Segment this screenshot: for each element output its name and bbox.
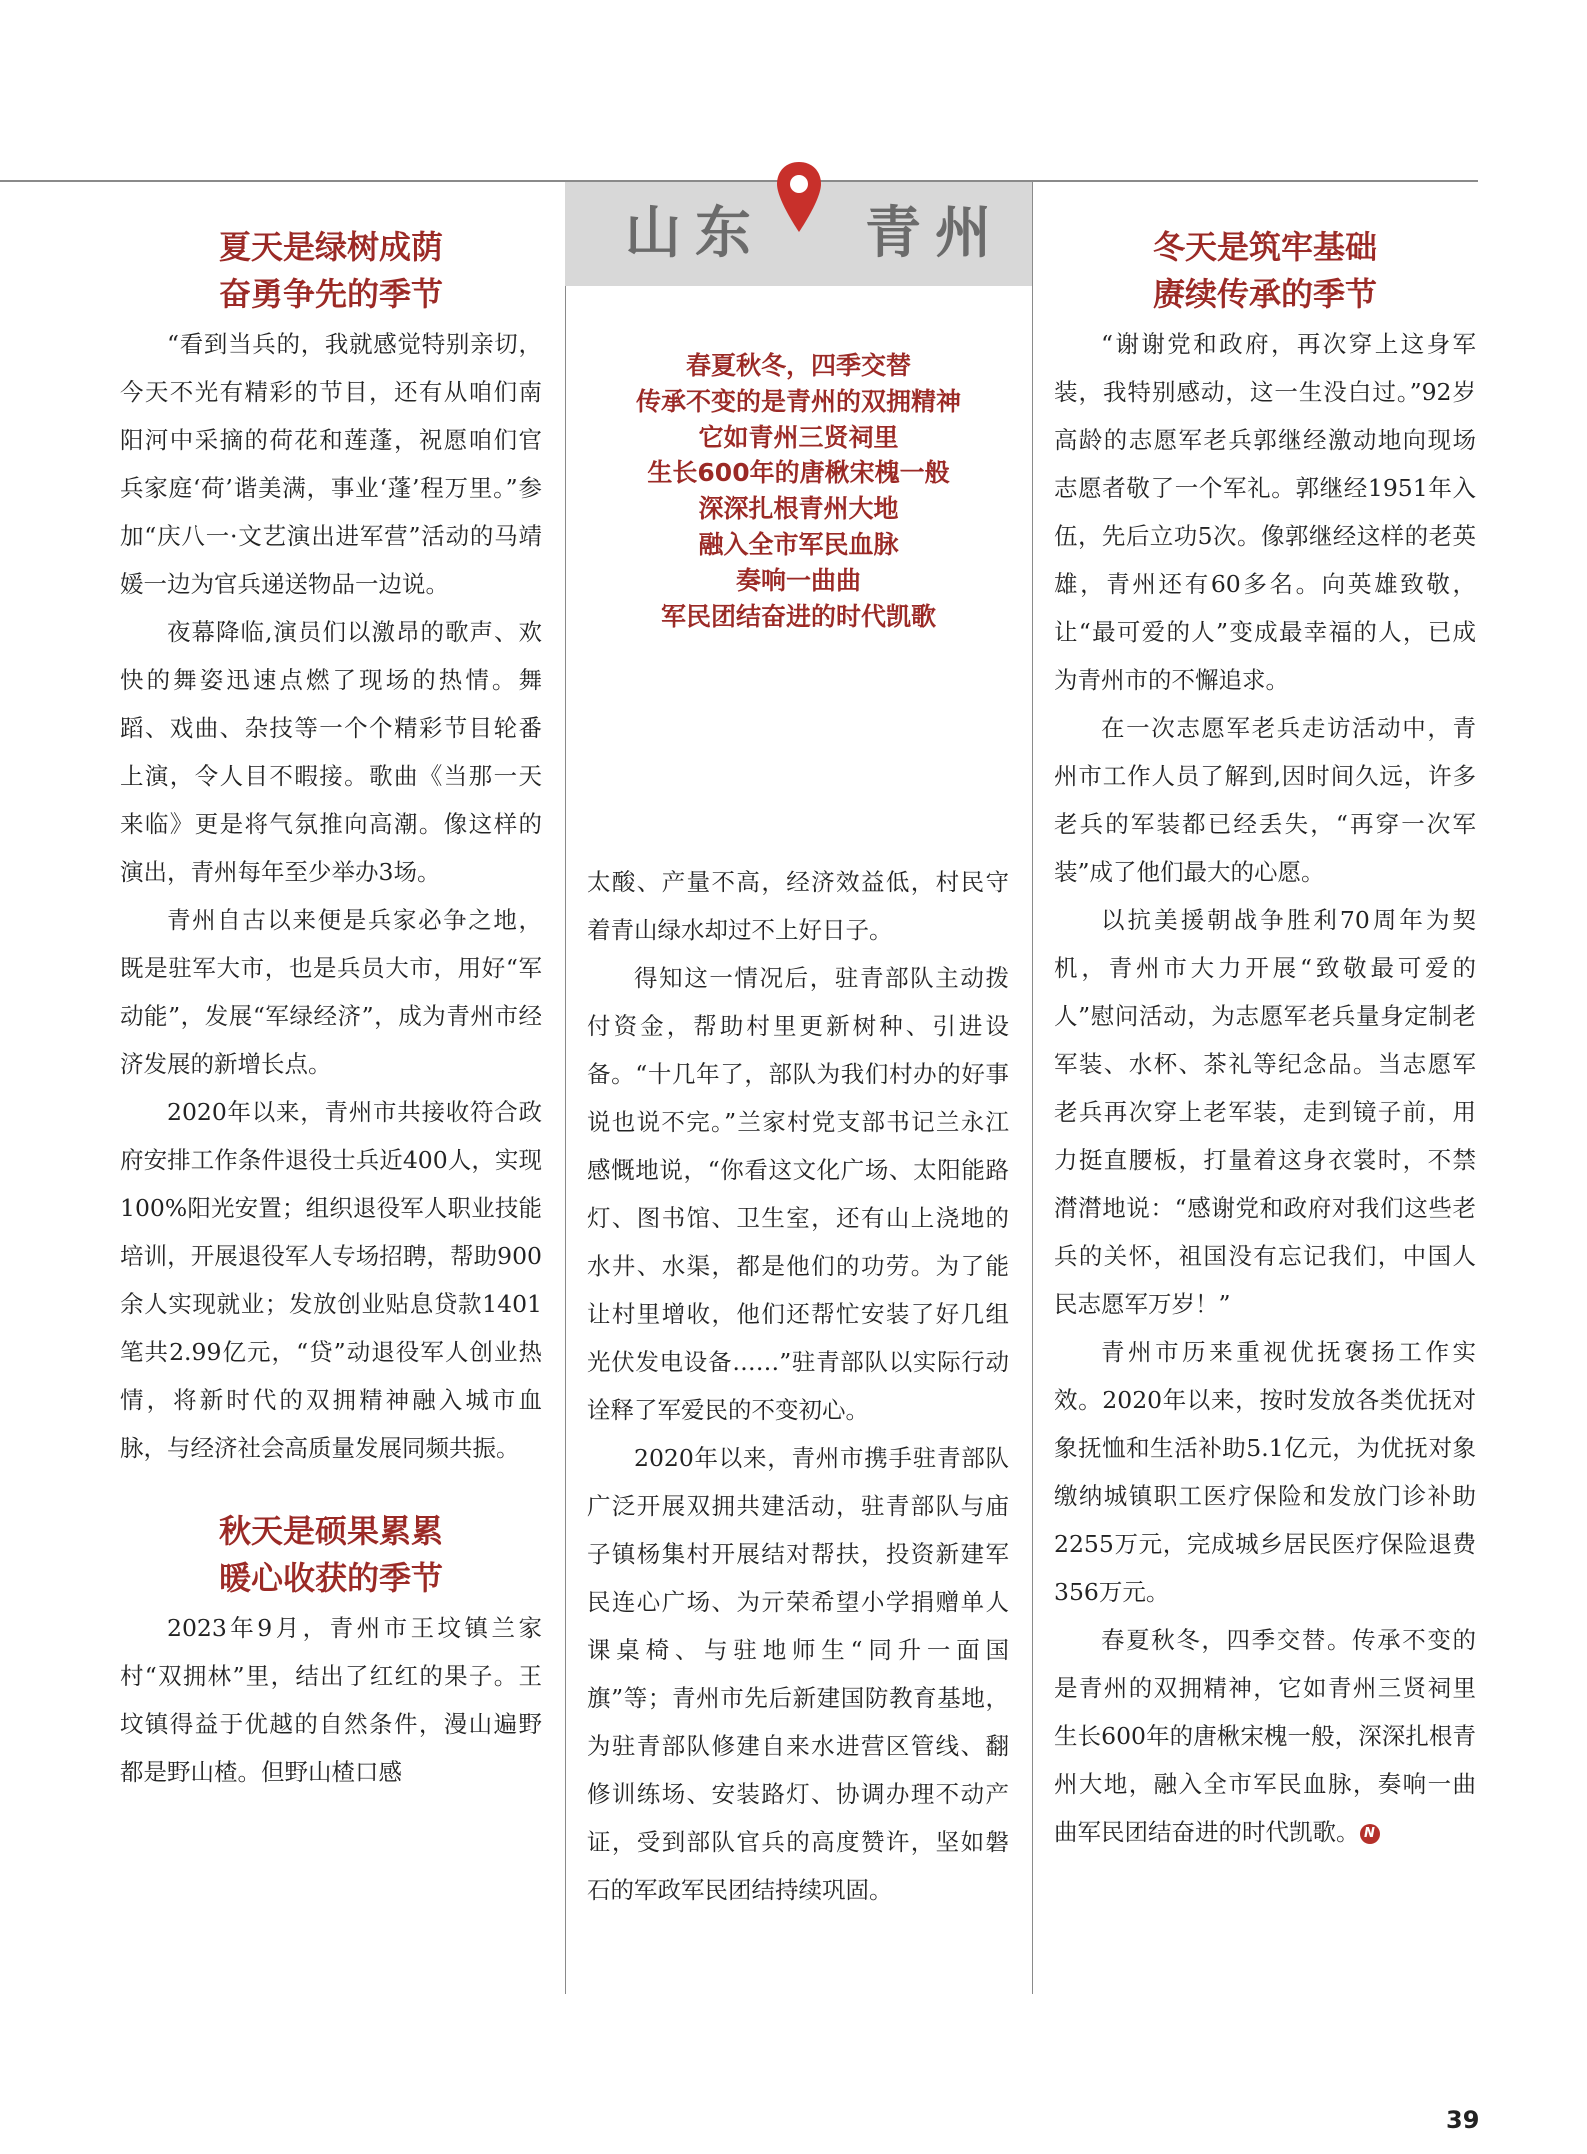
summer-paragraph: 2020年以来，青州市共接收符合政府安排工作条件退役士兵近400人，实现100%阳光安置；组织退役军人职业技能培训，开展退役军人专场招聘，帮助900余人实现就业；发放创业贴息贷款1401笔共2.99亿元，“贷”动退役军人创业热情，将新时代的双拥精神融入城市血脉，与经济社会高质量发展同频共振。 [120, 1098, 542, 1462]
column-divider-right [1032, 182, 1033, 1994]
intro-line: 传承不变的是青州的双拥精神 [635, 386, 961, 416]
winter-final-text: 春夏秋冬，四季交替。传承不变的是青州的双拥精神，它如青州三贤祠里生长600年的唐楸宋槐一般，深深扎根青州大地，融入全市军民血脉，奏响一曲曲军民团结奋进的时代凯歌。 [1054, 1626, 1476, 1846]
summer-paragraph: “看到当兵的，我就感觉特别亲切，今天不光有精彩的节目，还有从咱们南阳河中采摘的荷花和莲蓬，祝愿咱们官兵家庭‘荷’谐美满，事业‘蓬’程万里。”参加“庆八一·文艺演出进军营”活动的马靖媛一边为官兵递送物品一边说。 [120, 330, 542, 598]
intro-line: 奏响一曲曲 [735, 565, 861, 595]
intro-line: 军民团结奋进的时代凯歌 [660, 601, 936, 631]
end-mark-icon: N [1360, 1824, 1380, 1844]
autumn-heading-line2: 暖心收获的季节 [218, 1559, 443, 1597]
winter-paragraph: “谢谢党和政府，再次穿上这身军装，我特别感动，这一生没白过。”92岁高龄的志愿军老兵郭继经激动地向现场志愿者敬了一个军礼。郭继经1951年入伍，先后立功5次。像郭继经这样的老英雄，青州还有60多名。向英雄致敬，让“最可爱的人”变成最幸福的人，已成为青州市的不懈追求。 [1054, 330, 1476, 694]
middle-paragraph: 2020年以来，青州市携手驻青部队广泛开展双拥共建活动，驻青部队与庙子镇杨集村开展结对帮扶，投资新建军民连心广场、为亓荣希望小学捐赠单人课桌椅、与驻地师生“同升一面国旗”等；青州市先后新建国防教育基地，为驻青部队修建自来水进营区管线、翻修训练场、安装路灯、协调办理不动产证，受到部队官兵的高度赞许，坚如磐石的军政军民团结持续巩固。 [587, 1444, 1009, 1904]
middle-paragraph: 得知这一情况后，驻青部队主动拨付资金，帮助村里更新树种、引进设备。“十几年了，部队为我们村办的好事说也说不完。”兰家村党支部书记兰永江感慨地说，“你看这文化广场、太阳能路灯、图书馆、卫生室，还有山上浇地的水井、水渠，都是他们的功劳。为了能让村里增收，他们还帮忙安装了好几组光伏发电设备……”驻青部队以实际行动诠释了军爱民的不变初心。 [587, 964, 1009, 1424]
autumn-paragraph: 2023年9月，青州市王坟镇兰家村“双拥林”里，结出了红红的果子。王坟镇得益于优越的自然条件，漫山遍野都是野山楂。但野山楂口感 [120, 1614, 542, 1786]
winter-heading-line2: 赓续传承的季节 [1152, 275, 1377, 313]
winter-heading-line1: 冬天是筑牢基础 [1152, 228, 1377, 266]
intro-line: 深深扎根青州大地 [698, 494, 899, 524]
winter-paragraph-final [1054, 1616, 1476, 1856]
page-number: 39 [1446, 2106, 1480, 2134]
intro-summary [565, 348, 1032, 634]
winter-paragraph: 青州市历来重视优抚褒扬工作实效。2020年以来，按时发放各类优抚对象抚恤和生活补助5.1亿元，为优抚对象缴纳城镇职工医疗保险和发放门诊补助2255万元，完成城乡居民医疗保险退费356万元。 [1054, 1338, 1476, 1606]
summer-heading-line2: 奋勇争先的季节 [218, 275, 443, 313]
winter-paragraph: 以抗美援朝战争胜利70周年为契机，青州市大力开展“致敬最可爱的人”慰问活动，为志愿军老兵量身定制老军装、水杯、茶礼等纪念品。当志愿军老兵再次穿上老军装，走到镜子前，用力挺直腰板，打量着这身衣裳时，不禁潸潸地说：“感谢党和政府对我们这些老兵的关怀，祖国没有忘记我们，中国人民志愿军万岁！” [1054, 906, 1476, 1318]
location-pin-icon [774, 160, 824, 234]
intro-line: 融入全市军民血脉 [698, 529, 899, 559]
middle-paragraph: 太酸、产量不高，经济效益低，村民守着青山绿水却过不上好日子。 [587, 868, 1009, 944]
title-province: 山东 [625, 201, 765, 266]
title-city: 青州 [865, 201, 1005, 266]
right-column [1054, 224, 1476, 1856]
middle-column [587, 858, 1009, 1914]
autumn-heading-line1: 秋天是硕果累累 [218, 1512, 443, 1550]
summer-heading-line1: 夏天是绿树成荫 [218, 228, 443, 266]
intro-line: 春夏秋冬，四季交替 [685, 351, 911, 380]
intro-line: 它如青州三贤祠里 [698, 422, 899, 452]
summer-paragraph: 青州自古以来便是兵家必争之地，既是驻军大市，也是兵员大市，用好“军动能”，发展“军绿经济”，成为青州市经济发展的新增长点。 [120, 906, 542, 1078]
winter-paragraph: 在一次志愿军老兵走访活动中，青州市工作人员了解到,因时间久远，许多老兵的军装都已经丢失，“再穿一次军装”成了他们最大的心愿。 [1054, 714, 1476, 886]
left-column [120, 224, 542, 1796]
summer-paragraph: 夜幕降临,演员们以激昂的歌声、欢快的舞姿迅速点燃了现场的热情。舞蹈、戏曲、杂技等一个个精彩节目轮番上演，令人目不暇接。歌曲《当那一天来临》更是将气氛推向高潮。像这样的演出，青州每年至少举办3场。 [120, 618, 542, 886]
intro-line: 生长600年的唐楸宋槐一般 [647, 458, 950, 488]
